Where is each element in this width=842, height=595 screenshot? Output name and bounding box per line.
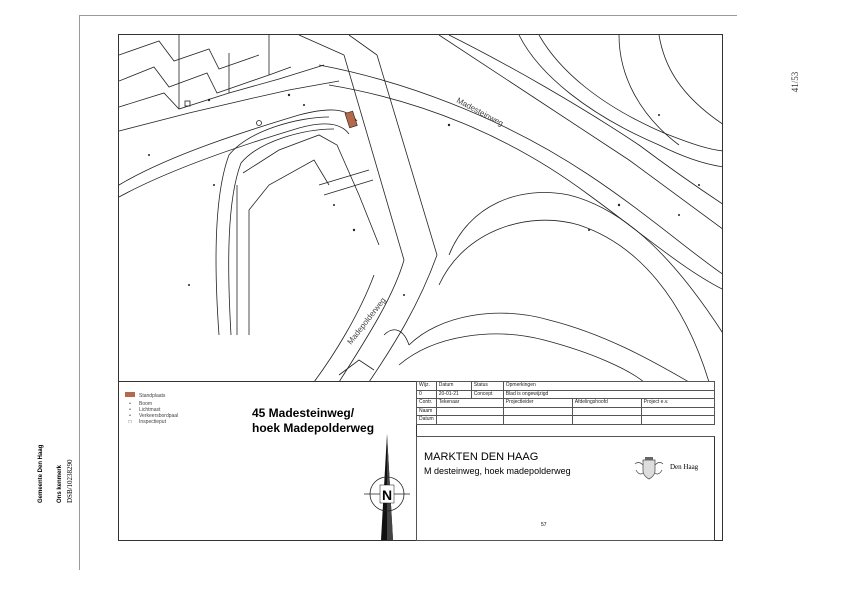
legend-item <box>124 419 166 425</box>
table-row <box>417 390 715 399</box>
street-label-madepolderweg: Madepolderweg <box>345 295 388 347</box>
signpost-dot-icon: • <box>129 413 131 419</box>
legend-label: Lichtmast <box>139 407 161 413</box>
organisation-name: Gemeente Den Haag <box>38 444 44 503</box>
table-cell: Status <box>471 382 503 391</box>
tree-dot-icon: • <box>129 401 131 407</box>
table-cell: Datum <box>417 416 437 425</box>
table-cell: Afdelingshoofd <box>572 399 641 408</box>
kenmerk-label: Ons kenmerk <box>57 464 63 503</box>
table-cell <box>641 407 714 416</box>
legend-item <box>124 392 165 399</box>
legend-label: Standplaats <box>139 392 166 399</box>
table-cell: Datum <box>436 382 471 391</box>
table-cell <box>436 416 503 425</box>
title-block <box>416 381 723 541</box>
table-cell: 0 <box>417 390 437 399</box>
table-cell: Naam <box>417 407 437 416</box>
legend-label: Inspectieput <box>139 419 166 425</box>
kenmerk-value: DSB/10238290 <box>66 459 74 503</box>
table-row <box>417 382 715 391</box>
north-arrow-icon <box>359 432 415 540</box>
table-cell: Contr. <box>417 399 437 408</box>
stand-swatch-icon <box>124 392 136 399</box>
manhole-square-icon: □ <box>128 419 132 425</box>
location-title-line2: hoek Madepolderweg <box>252 421 375 435</box>
sheet-number: 57 <box>541 522 547 528</box>
table-cell <box>503 407 572 416</box>
table-cell: Opmerkingen <box>503 382 714 391</box>
table-cell: Wijz. <box>417 382 437 391</box>
table-cell <box>503 416 572 425</box>
market-stand <box>345 111 357 128</box>
table-cell: Concept <box>471 390 503 399</box>
legend-label: Verkeersbordpaal <box>139 413 179 419</box>
map-drawing <box>119 35 723 382</box>
logo-text: Den Haag <box>670 463 699 471</box>
table-row <box>417 416 715 425</box>
table-row <box>417 399 715 408</box>
north-letter: N <box>381 487 393 503</box>
table-cell: Blad is ongewijzigd <box>503 390 714 399</box>
den-haag-crest-icon <box>632 456 666 482</box>
left-rule <box>79 15 80 570</box>
table-cell: Tekenaar <box>436 399 503 408</box>
street-label-madesteinweg: Madesteinweg <box>455 95 505 128</box>
page-counter: 41/53 <box>790 71 800 93</box>
legend-panel <box>118 381 417 541</box>
table-cell <box>572 407 641 416</box>
project-box <box>416 436 715 541</box>
top-rule <box>79 15 737 16</box>
project-subtitle: M desteinweg, hoek madepolderweg <box>424 466 571 476</box>
table-row <box>417 407 715 416</box>
legend-label: Boom <box>139 401 153 407</box>
table-cell: Project e.v. <box>641 399 714 408</box>
table-cell <box>436 407 503 416</box>
table-cell <box>641 416 714 425</box>
table-cell: Projectleider <box>503 399 572 408</box>
table-cell: 20-01-21 <box>436 390 471 399</box>
lamppost-dot-icon: • <box>129 407 131 413</box>
project-title: MARKTEN DEN HAAG <box>424 451 539 463</box>
revision-table <box>416 381 715 425</box>
location-title-line1: 45 Madesteinweg/ <box>252 406 355 420</box>
location-title <box>252 406 374 436</box>
table-cell <box>572 416 641 425</box>
